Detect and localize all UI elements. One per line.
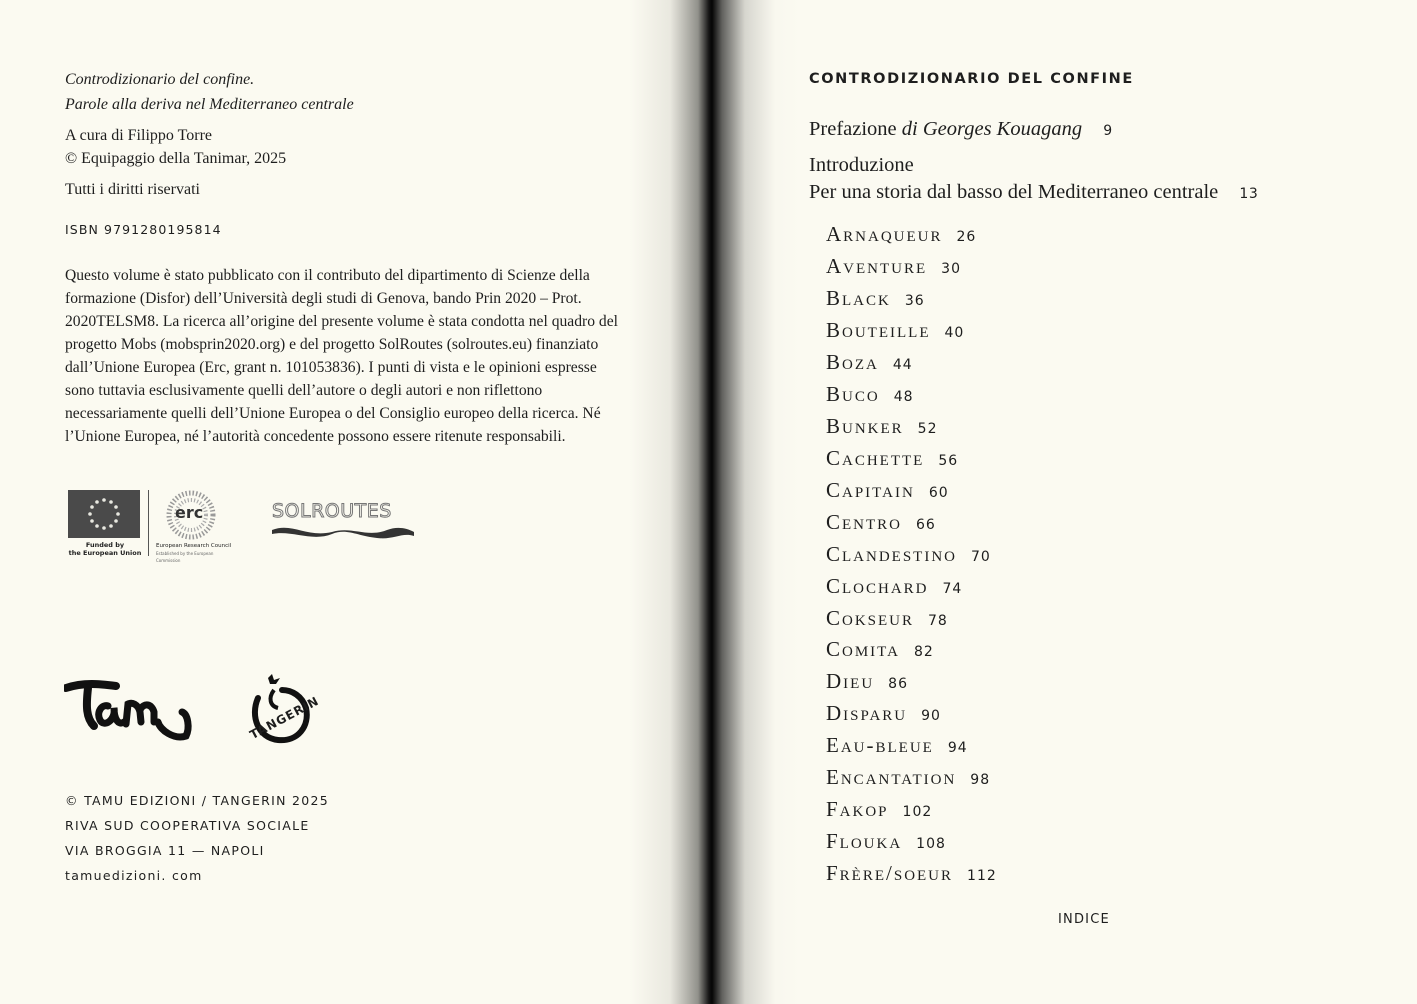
solroutes-text: SOLROUTES [272,500,392,522]
toc-entry [826,414,938,441]
toc-entry [826,606,948,633]
funding-paragraph: Questo volume è stato pubblicato con il contributo del dipartimento di Scienze della formazione (Disfor) dell’Università degli studi di Genova, bando Prin 2020 – Prot. 2020TELSM8. La ricerca all’origine del presente volume è stata condotta nel quadro del progetto Mobs (mobsprin2020.org) e del progetto SolRoutes (solroutes.eu) finanziato dall’Unione Europea (Erc, grant n. 101053836). I punti di vista e le opinioni espresse sono tuttavia esclusivamente quelli dell’autore o degli autori e non riflettono necessariamente quelli dell’Unione Europea o del Consiglio europeo della ricerca. Né l’Unione Europea, né l’autorità concedente possono essere ritenute responsabili. [65,267,618,445]
toc-entry [826,637,934,664]
toc-entry [826,318,964,345]
intro-subtitle: Per una storia dal basso del Mediterraneo centrale [809,181,1219,203]
toc-entry [826,861,997,888]
entry-page: 52 [917,421,938,437]
entry-page: 60 [928,485,949,501]
toc-entry [826,669,908,696]
toc-entry [826,797,932,824]
book-title-line1: Controdizionario del confine. [65,71,255,88]
entry-page: 30 [941,261,961,277]
tangerin-text: TANGERIN [247,693,322,742]
credits-block [65,124,286,170]
toc-entry [826,222,976,249]
entry-term: Buco [826,382,880,406]
toc-entry [826,733,968,760]
toc-entry [826,765,990,792]
book-title-block [65,68,354,116]
entry-term: Clochard [826,574,929,598]
entry-term: Disparu [826,701,908,725]
entry-page: 48 [893,389,914,405]
entry-term: Comita [826,637,900,661]
toc-preface [809,116,1113,145]
erc-text: erc [175,503,204,522]
isbn: ISBN 9791280195814 [65,222,222,237]
eu-funding-logo [68,490,142,557]
editor-credit: A cura di Filippo Torre [65,127,213,144]
book-title-line2: Parole alla deriva nel Mediterraneo centrale [65,96,354,113]
entry-term: Eau-bleue [826,733,934,757]
entry-page: 26 [956,229,977,245]
entry-term: Cachette [826,446,925,470]
entry-term: Clandestino [826,542,957,566]
publisher-line3: VIA BROGGIA 11 — NAPOLI [65,843,265,858]
entry-term: Flouka [826,829,903,853]
eu-caption-line1: Funded by [85,541,125,549]
solroutes-wave-icon [272,522,414,542]
entry-term: Bunker [826,414,904,438]
entry-page: 36 [904,293,925,309]
entry-term: Black [826,286,891,310]
erc-logo [156,490,236,564]
logo-divider [148,490,149,556]
toc-entry [826,829,946,856]
entry-term: Cokseur [826,606,915,630]
erc-caption-line2: Established by the European Commission [156,551,214,563]
entry-page: 44 [892,357,913,373]
publisher-block [65,788,329,888]
rights-line: Tutti i diritti riservati [65,181,200,198]
tangerin-logo [248,670,332,767]
toc-entry [826,286,925,313]
intro-page: 13 [1239,186,1259,202]
entry-page: 74 [942,581,963,597]
preface-author: di Georges Kouagang [901,118,1083,140]
entry-page: 40 [944,325,965,341]
toc-entry [826,510,936,537]
preface-page: 9 [1103,123,1113,139]
entry-page: 90 [921,708,941,724]
entry-term: Aventure [826,254,928,278]
preface-label: Prefazione [809,118,897,140]
entry-page: 86 [888,676,908,692]
running-footer: INDICE [1058,912,1110,927]
entry-page: 66 [916,517,936,533]
entry-term: Centro [826,510,903,534]
toc-entry [826,446,958,473]
entry-page: 98 [970,772,991,788]
entry-term: Arnaqueur [826,222,943,246]
copyright-line: © Equipaggio della Tanimar, 2025 [65,150,287,167]
entry-page: 78 [928,613,948,629]
entry-term: Capitain [826,478,915,502]
intro-label: Introduzione [809,154,914,176]
tamu-logo [64,678,194,755]
toc-entry [826,542,991,569]
entry-page: 102 [902,804,933,820]
solroutes-logo [272,500,417,547]
publisher-website: tamuedizioni. com [65,868,203,883]
toc-entry [826,350,913,377]
entry-page: 94 [947,740,968,756]
entry-term: Bouteille [826,318,931,342]
toc-entry [826,701,941,728]
entry-page: 56 [938,453,959,469]
right-page [709,0,1417,1004]
toc-entry [826,254,961,281]
entry-term: Dieu [826,669,875,693]
entry-term: Boza [826,350,879,374]
erc-dots-icon [166,490,216,540]
entry-page: 108 [916,836,946,852]
toc-heading: CONTRODIZIONARIO DEL CONFINE [809,71,1134,87]
toc-entry [826,382,914,409]
eu-caption-line2: the European Union [68,549,142,557]
entry-term: Fakop [826,797,889,821]
entry-page: 82 [913,644,934,660]
entry-term: Frère/soeur [826,861,954,885]
publisher-line2: RIVA SUD COOPERATIVA SOCIALE [65,818,310,833]
entry-page: 70 [971,549,991,565]
toc-introduction [809,152,1258,208]
entry-term: Encantation [826,765,957,789]
eu-flag-icon [68,490,140,538]
erc-caption-line1: European Research Council [156,543,232,549]
tamu-logo-icon [64,678,194,750]
toc-entry [826,574,962,601]
toc-entry [826,478,949,505]
entry-page: 112 [967,868,997,884]
publisher-line1: © TAMU EDIZIONI / TANGERIN 2025 [65,793,330,808]
